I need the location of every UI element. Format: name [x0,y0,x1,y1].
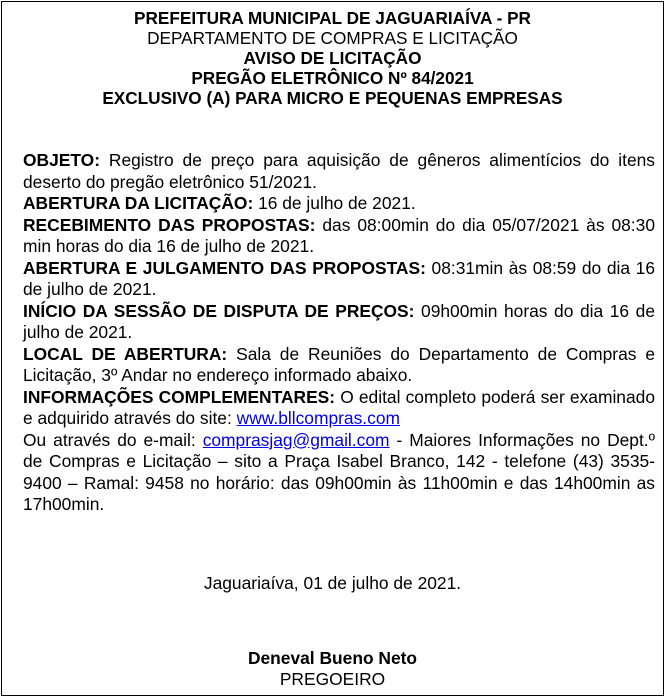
signer-name: Deneval Bueno Neto [247,648,418,668]
inicio-text: 09h00min horas do dia 16 de julho de 2021. [23,300,655,342]
date-line: Jaguariaíva, 01 de julho de 2021. [203,573,462,593]
email-link[interactable]: comprasjag@gmail.com [202,429,390,450]
exclusivity-note: EXCLUSIVO (A) PARA MICRO E PEQUENAS EMPRESAS [102,88,563,108]
julgamento-text: 08:31min às 08:59 do dia 16 de julho de 2021. [23,257,656,299]
abertura-paragraph [23,193,655,215]
info-text: O edital completo poderá ser examinado e adquirido através do site: [23,386,655,428]
email-prefix: Ou através do e-mail: [23,429,203,450]
recebimento-paragraph [23,215,655,258]
local-text: Sala de Reuniões do Departamento de Compras e Licitação, 3º Andar no endereço informado abaixo. [23,343,655,385]
inicio-paragraph [23,301,655,344]
email-paragraph [23,430,655,516]
objeto-label: OBJETO: [23,150,100,170]
local-paragraph [23,344,655,387]
local-label: LOCAL DE ABERTURA: [23,343,228,364]
julgamento-paragraph [23,258,655,301]
signature-block [2,648,663,690]
site-link[interactable]: www.bllcompras.com [236,408,400,428]
notice-title: AVISO DE LICITAÇÃO [243,48,422,68]
abertura-label: ABERTURA DA LICITAÇÃO: [23,193,254,213]
abertura-text: 16 de julho de 2021. [253,193,416,213]
info-paragraph [23,387,655,430]
inicio-label: INÍCIO DA SESSÃO DE DISPUTA DE PREÇOS: [23,300,415,321]
notice-header [2,8,663,108]
objeto-paragraph [23,150,655,193]
recebimento-text: das 08:00min do dia 05/07/2021 às 08:30 min horas do dia 16 de julho de 2021. [23,214,655,256]
email-suffix: - Maiores Informações no Dept.º de Compras e Licitação – sito a Praça Isabel Branco, 142 - telefone (43) 3535-9400 – Ramal: 9458 no horário: das 09h00min às 11h00min e das 14h00min as 17h00min. [23,429,655,514]
notice-frame [1,1,664,696]
department-title: DEPARTAMENTO DE COMPRAS E LICITAÇÃO [147,28,518,48]
auction-number: PREGÃO ELETRÔNICO Nº 84/2021 [191,68,474,88]
signer-role: PREGOEIRO [279,669,386,689]
notice-body [23,150,655,516]
info-label: INFORMAÇÕES COMPLEMENTARES: [23,386,336,407]
objeto-text: Registro de preço para aquisição de gêneros alimentícios do itens deserto do pregão eletrônico 51/2021. [23,150,655,192]
recebimento-label: RECEBIMENTO DAS PROPOSTAS: [23,214,316,235]
municipality-title: PREFEITURA MUNICIPAL DE JAGUARIAÍVA - PR [134,8,531,28]
julgamento-label: ABERTURA E JULGAMENTO DAS PROPOSTAS: [23,257,426,278]
